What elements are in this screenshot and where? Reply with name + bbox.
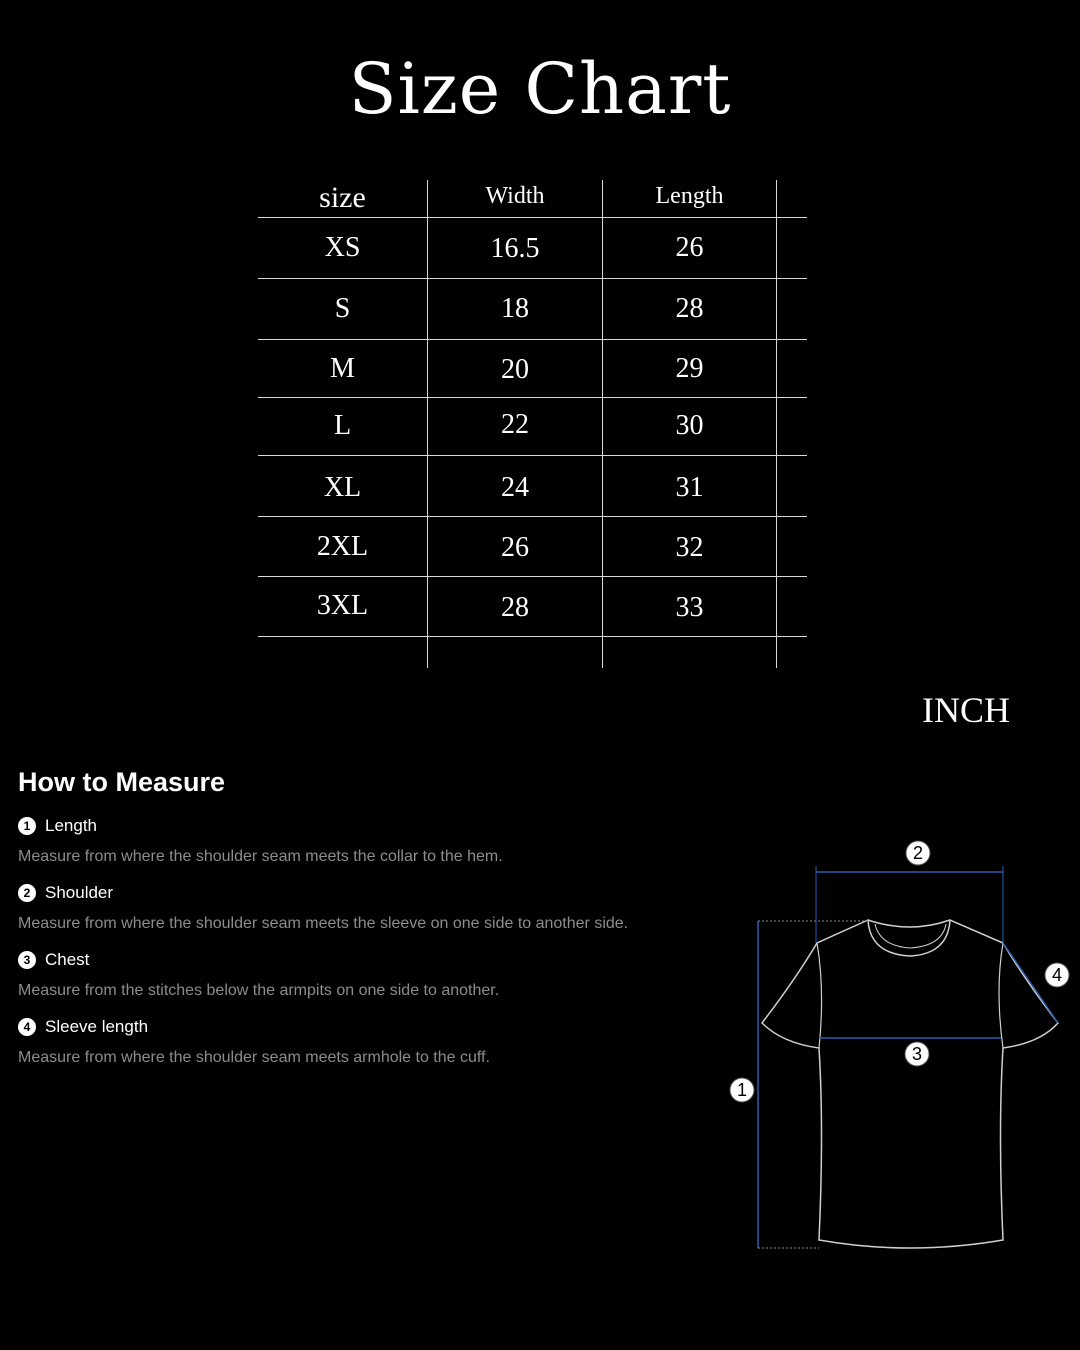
cell-width: 22 [501,409,529,440]
cell-size: XS [324,232,361,263]
step-description: Measure from the stitches below the armpits on one side to another. [18,982,500,999]
marker-4 [1045,963,1069,987]
tshirt-collar [868,920,950,956]
step-number-badge: 3 [18,951,36,969]
step-number-badge: 2 [18,884,36,902]
cell-width: 16.5 [490,233,540,264]
cell-length: 28 [675,293,704,324]
marker-2 [906,841,930,865]
table-divider [776,180,777,668]
step-description: Measure from where the shoulder seam meets the collar to the hem. [18,848,503,865]
svg-text:3: 3 [911,1044,923,1064]
cell-length: 32 [675,532,704,563]
cell-width: 28 [501,592,529,623]
cell-size: S [334,293,351,324]
svg-text:4: 4 [1051,965,1063,985]
step-label: Sleeve length [45,1017,149,1036]
header-width: Width [485,183,545,209]
cell-length: 31 [675,472,704,503]
cell-size: 2XL [316,531,369,562]
measure-step-length [18,814,718,866]
cell-width: 24 [501,472,529,503]
step-number-badge: 4 [18,1018,36,1036]
svg-text:2: 2 [912,843,924,863]
cell-width: 26 [501,532,529,563]
cell-width: 18 [501,293,529,324]
cell-size: M [330,353,355,384]
marker-3 [905,1042,929,1066]
cell-length: 33 [675,592,704,623]
step-description: Measure from where the shoulder seam meets the sleeve on one side to another side. [18,915,629,932]
step-number-badge: 1 [18,817,36,835]
marker-1 [730,1078,754,1102]
measure-step-sleeve [18,1015,718,1067]
cell-width: 20 [501,354,529,385]
cell-length: 29 [675,353,704,384]
size-table [258,180,808,668]
cell-size: 3XL [316,590,369,621]
cell-size: L [333,410,352,441]
cell-length: 26 [675,232,704,263]
measure-step-chest [18,948,718,1000]
header-size: size [319,181,366,214]
step-label: Shoulder [45,883,114,902]
header-length: Length [655,183,724,209]
step-description: Measure from where the shoulder seam meets armhole to the cuff. [18,1049,490,1066]
page-title: Size Chart [348,48,732,130]
unit-label: INCH [922,690,1010,730]
tshirt-outline-icon [720,830,1080,1270]
how-to-measure-title: How to Measure [18,767,226,797]
cell-size: XL [323,472,362,503]
measure-step-shoulder [18,881,718,933]
svg-text:1: 1 [736,1080,748,1100]
step-label: Chest [45,950,90,969]
cell-length: 30 [675,410,704,441]
tshirt-body-outline [762,920,1058,1248]
step-label: Length [45,816,97,835]
